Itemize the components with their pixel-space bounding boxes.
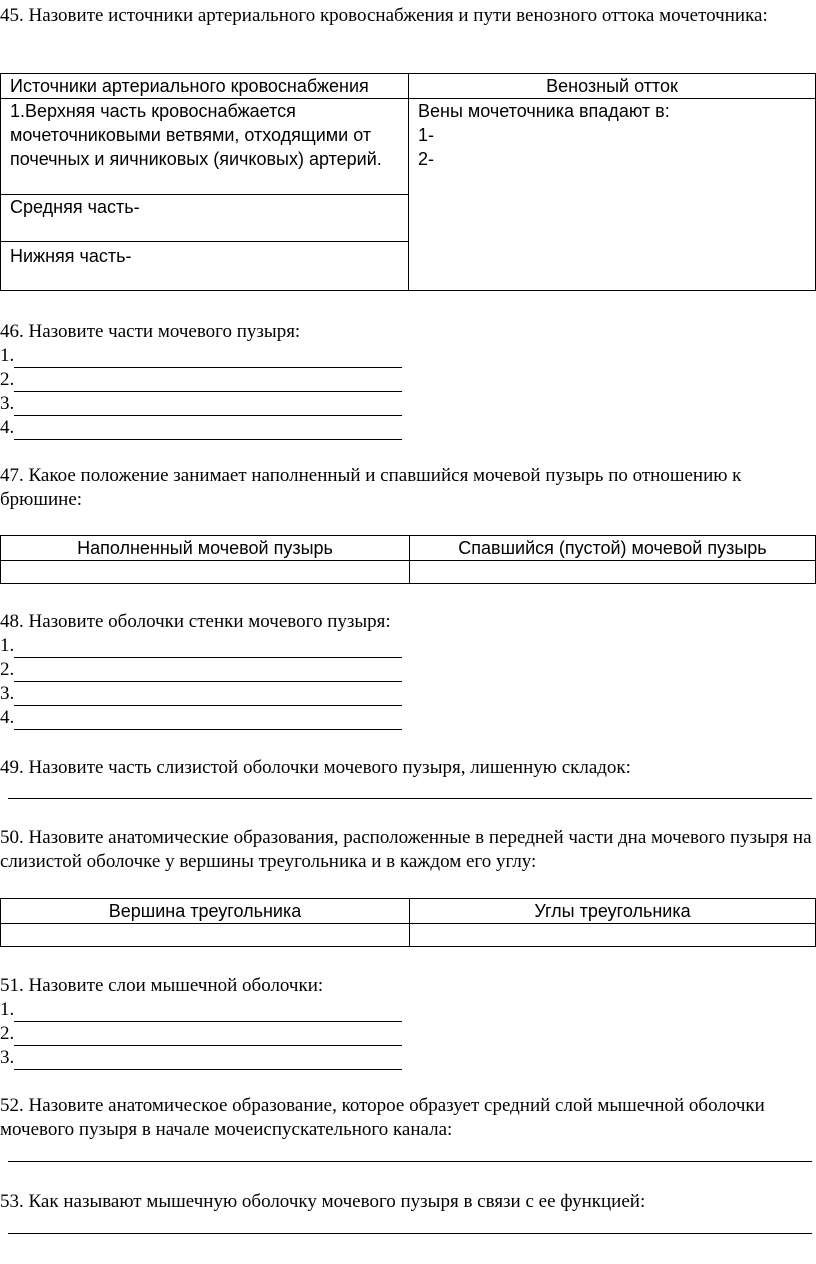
question-49-title: 49. Назовите часть слизистой оболочки мочевого пузыря, лишенную складок: <box>0 757 631 778</box>
question-50-title: 50. Назовите анатомические образования, расположенные в передней части дна мочевого пузыря на слизистой оболочке у вершины треугольника и в каждом его углу: <box>0 827 812 872</box>
answer-blank[interactable] <box>14 371 402 392</box>
answer-blank[interactable] <box>14 685 402 706</box>
answer-line[interactable] <box>0 392 816 416</box>
item-number: 1. <box>0 999 15 1020</box>
question-47-title: 47. Какое положение занимает наполненный и спавшийся мочевой пузырь по отношению к брюшине: <box>0 465 742 510</box>
venous-item-2: 2- <box>418 149 435 169</box>
answer-line[interactable] <box>0 998 816 1022</box>
answer-line-49[interactable] <box>8 798 812 799</box>
question-49 <box>0 756 816 780</box>
header-apex: Вершина треугольника <box>1 899 410 924</box>
answer-blank[interactable] <box>14 1025 402 1046</box>
item-number: 4. <box>0 417 15 438</box>
answer-blank[interactable] <box>14 661 402 682</box>
triangle-table <box>0 898 816 947</box>
item-number: 3. <box>0 1047 15 1068</box>
answer-line-53[interactable] <box>8 1233 812 1234</box>
question-51 <box>0 974 816 1070</box>
answer-line[interactable] <box>0 634 816 658</box>
header-venous: Венозный отток <box>409 74 816 99</box>
item-number: 3. <box>0 393 15 414</box>
item-number: 2. <box>0 659 15 680</box>
question-50 <box>0 826 816 874</box>
venous-item-1: 1- <box>418 125 435 145</box>
item-number: 1. <box>0 635 15 656</box>
answer-cell-apex[interactable] <box>1 924 410 947</box>
answer-cell-empty[interactable] <box>410 561 816 584</box>
question-51-title: 51. Назовите слои мышечной оболочки: <box>0 975 324 996</box>
upper-part-cell: 1.Верхняя часть кровоснабжается мочеточниковыми ветвями, отходящими от почечных и яичниковых (яичковых) артерий. <box>1 99 409 195</box>
answer-line[interactable] <box>0 1022 816 1046</box>
question-48 <box>0 610 816 730</box>
answer-line[interactable] <box>0 368 816 392</box>
item-number: 2. <box>0 1023 15 1044</box>
middle-part-cell: Средняя часть- <box>1 195 409 242</box>
question-53-title: 53. Как называют мышечную оболочку мочевого пузыря в связи с ее функцией: <box>0 1191 646 1212</box>
answer-line[interactable] <box>0 706 816 730</box>
question-45 <box>0 4 816 28</box>
question-52 <box>0 1094 816 1142</box>
item-number: 1. <box>0 345 15 366</box>
answer-line[interactable] <box>0 344 816 368</box>
arterial-venous-table <box>0 73 816 291</box>
answer-blank[interactable] <box>14 419 402 440</box>
header-filled: Наполненный мочевой пузырь <box>1 536 410 561</box>
question-48-title: 48. Назовите оболочки стенки мочевого пузыря: <box>0 611 391 632</box>
answer-blank[interactable] <box>14 637 402 658</box>
header-empty: Спавшийся (пустой) мочевой пузырь <box>410 536 816 561</box>
header-arterial: Источники артериального кровоснабжения <box>1 74 409 99</box>
item-number: 2. <box>0 369 15 390</box>
answer-blank[interactable] <box>14 347 402 368</box>
answer-cell-angles[interactable] <box>410 924 816 947</box>
answer-line[interactable] <box>0 416 816 440</box>
answer-line[interactable] <box>0 682 816 706</box>
answer-blank[interactable] <box>14 1001 402 1022</box>
answer-cell-filled[interactable] <box>1 561 410 584</box>
answer-line[interactable] <box>0 658 816 682</box>
answer-line[interactable] <box>0 1046 816 1070</box>
question-46 <box>0 320 816 440</box>
question-47 <box>0 464 816 512</box>
item-number: 3. <box>0 683 15 704</box>
answer-line-52[interactable] <box>8 1161 812 1162</box>
answer-blank[interactable] <box>14 709 402 730</box>
question-53 <box>0 1190 816 1214</box>
header-angles: Углы треугольника <box>410 899 816 924</box>
lower-part-cell: Нижняя часть- <box>1 242 409 291</box>
item-number: 4. <box>0 707 15 728</box>
question-46-title: 46. Назовите части мочевого пузыря: <box>0 321 301 342</box>
question-45-title: 45. Назовите источники артериального кровоснабжения и пути венозного оттока мочеточника: <box>0 5 768 26</box>
answer-blank[interactable] <box>14 1049 402 1070</box>
venous-lead: Вены мочеточника впадают в: <box>418 101 670 121</box>
question-52-title: 52. Назовите анатомическое образование, которое образует средний слой мышечной оболочки мочевого пузыря в начале мочеиспускательного канала: <box>0 1095 765 1140</box>
venous-cell <box>409 99 816 291</box>
answer-blank[interactable] <box>14 395 402 416</box>
peritoneum-table <box>0 535 816 584</box>
